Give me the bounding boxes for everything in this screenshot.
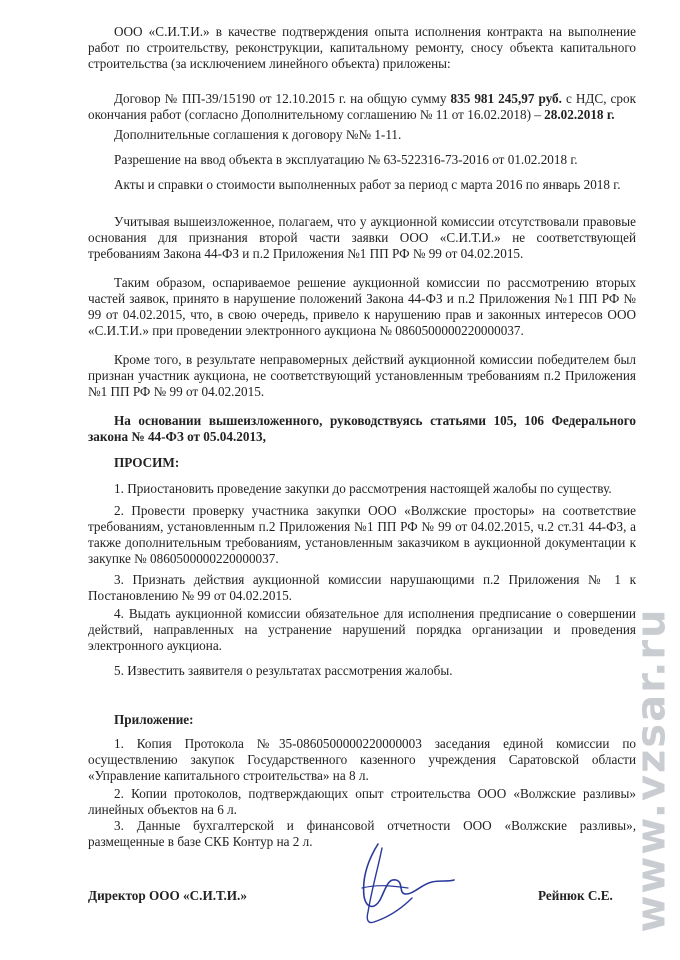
handwritten-signature	[338, 838, 458, 928]
request-heading: ПРОСИМ:	[114, 455, 180, 470]
site-watermark	[630, 590, 674, 950]
conclusion-paragraph: Таким образом, оспариваемое решение аукционной комиссии по рассмотрению вторых частей заявок, принято в нарушение положений Закона 44-ФЗ и п.2 Приложения №1 ПП РФ № 99 от 04.02.2015, что, в свою очередь, привело к нарушению прав и законных интересов ООО «С.И.Т.И.» при проведении электронного аукциона № 0860500000220000037.	[88, 275, 636, 338]
attachment-item-1: 1. Копия Протокола №35-0860500000220000003 заседания единой комиссии по осуществлению закупок Государственного казенного учреждения Саратовской области «Управление капитального строительства» на 8 л.	[88, 736, 636, 783]
watermark-text: www.vzsar.ru	[629, 607, 676, 933]
attachment-item-2: 2. Копии протоколов, подтверждающих опыт строительства ООО «Волжские разливы» линейных объектов на 6 л.	[88, 786, 636, 817]
legal-basis-paragraph: На основании вышеизложенного, руководствуясь статьями 105, 106 Федерального закона № 44-ФЗ от 05.04.2013,	[88, 413, 636, 444]
contract-paragraph	[88, 91, 636, 123]
request-item-3: 3. Признать действия аукционной комиссии нарушающими п.2 Приложения № 1 к Постановлению № 99 от 04.02.2015.	[88, 572, 636, 603]
contract-sum: 835 981 245,97 руб.	[450, 91, 562, 106]
request-item-5: 5. Известить заявителя о результатах рассмотрения жалобы.	[114, 663, 453, 678]
acts-and-certificates: Акты и справки о стоимости выполненных работ за период с марта 2016 по январь 2018 г.	[114, 177, 621, 192]
additional-agreements: Дополнительные соглашения к договору №№ 1-11.	[114, 127, 402, 142]
contract-end-date: 28.02.2018 г.	[544, 107, 615, 122]
request-item-2: 2. Провести проверку участника закупки ООО «Волжские просторы» на соответствие требованиям, установленным п.2 Приложения №1 ПП РФ № 99 от 04.02.2015, ч.2 ст.31 44-ФЗ, а также дополнительным требованиям, установленным заказчиком в аукционной документации к закупке № 0860500000220000037.	[88, 503, 636, 566]
attachment-heading: Приложение:	[114, 712, 194, 727]
contract-text-mid: с НДС, срок окончания работ (согласно Дополнительному соглашению № 11 от 16.02.2018) –	[88, 91, 636, 122]
signatory-name: Рейнюк С.Е.	[538, 888, 613, 903]
request-item-4: 4. Выдать аукционной комиссии обязательное для исполнения предписание о совершении действий, направленных на устранение нарушений порядка организации и проведения электронного аукциона.	[88, 606, 636, 653]
signatory-position: Директор ООО «С.И.Т.И.»	[88, 888, 247, 903]
intro-paragraph: ООО «С.И.Т.И.» в качестве подтверждения опыта исполнения контракта на выполнение работ по строительству, реконструкции, капитальному ремонту, сносу объекта капитального строительства (за исключением линейного объекта) приложены:	[88, 24, 636, 71]
commissioning-permit: Разрешение на ввод объекта в эксплуатацию № 63-522316-73-2016 от 01.02.2018 г.	[114, 152, 578, 167]
besides-paragraph: Кроме того, в результате неправомерных действий аукционной комиссии победителем был признан участник аукциона, не соответствующий установленным требованиям п.2 Приложения №1 ПП РФ № 99 от 04.02.2015.	[88, 352, 636, 399]
contract-text-start: Договор № ПП-39/15190 от 12.10.2015 г. на общую сумму	[114, 91, 451, 106]
considering-paragraph: Учитывая вышеизложенное, полагаем, что у аукционной комиссии отсутствовали правовые основания для признания второй части заявки ООО «С.И.Т.И.» не соответствующей требованиям Закона 44-ФЗ и п.2 Приложения №1 ПП РФ № 99 от 04.02.2015.	[88, 214, 636, 261]
request-item-1: 1. Приостановить проведение закупки до рассмотрения настоящей жалобы по существу.	[114, 481, 612, 496]
attachment-item-3: 3. Данные бухгалтерской и финансовой отчетности ООО «Волжские разливы», размещенные в базе СКБ Контур на 2 л.	[88, 818, 636, 849]
